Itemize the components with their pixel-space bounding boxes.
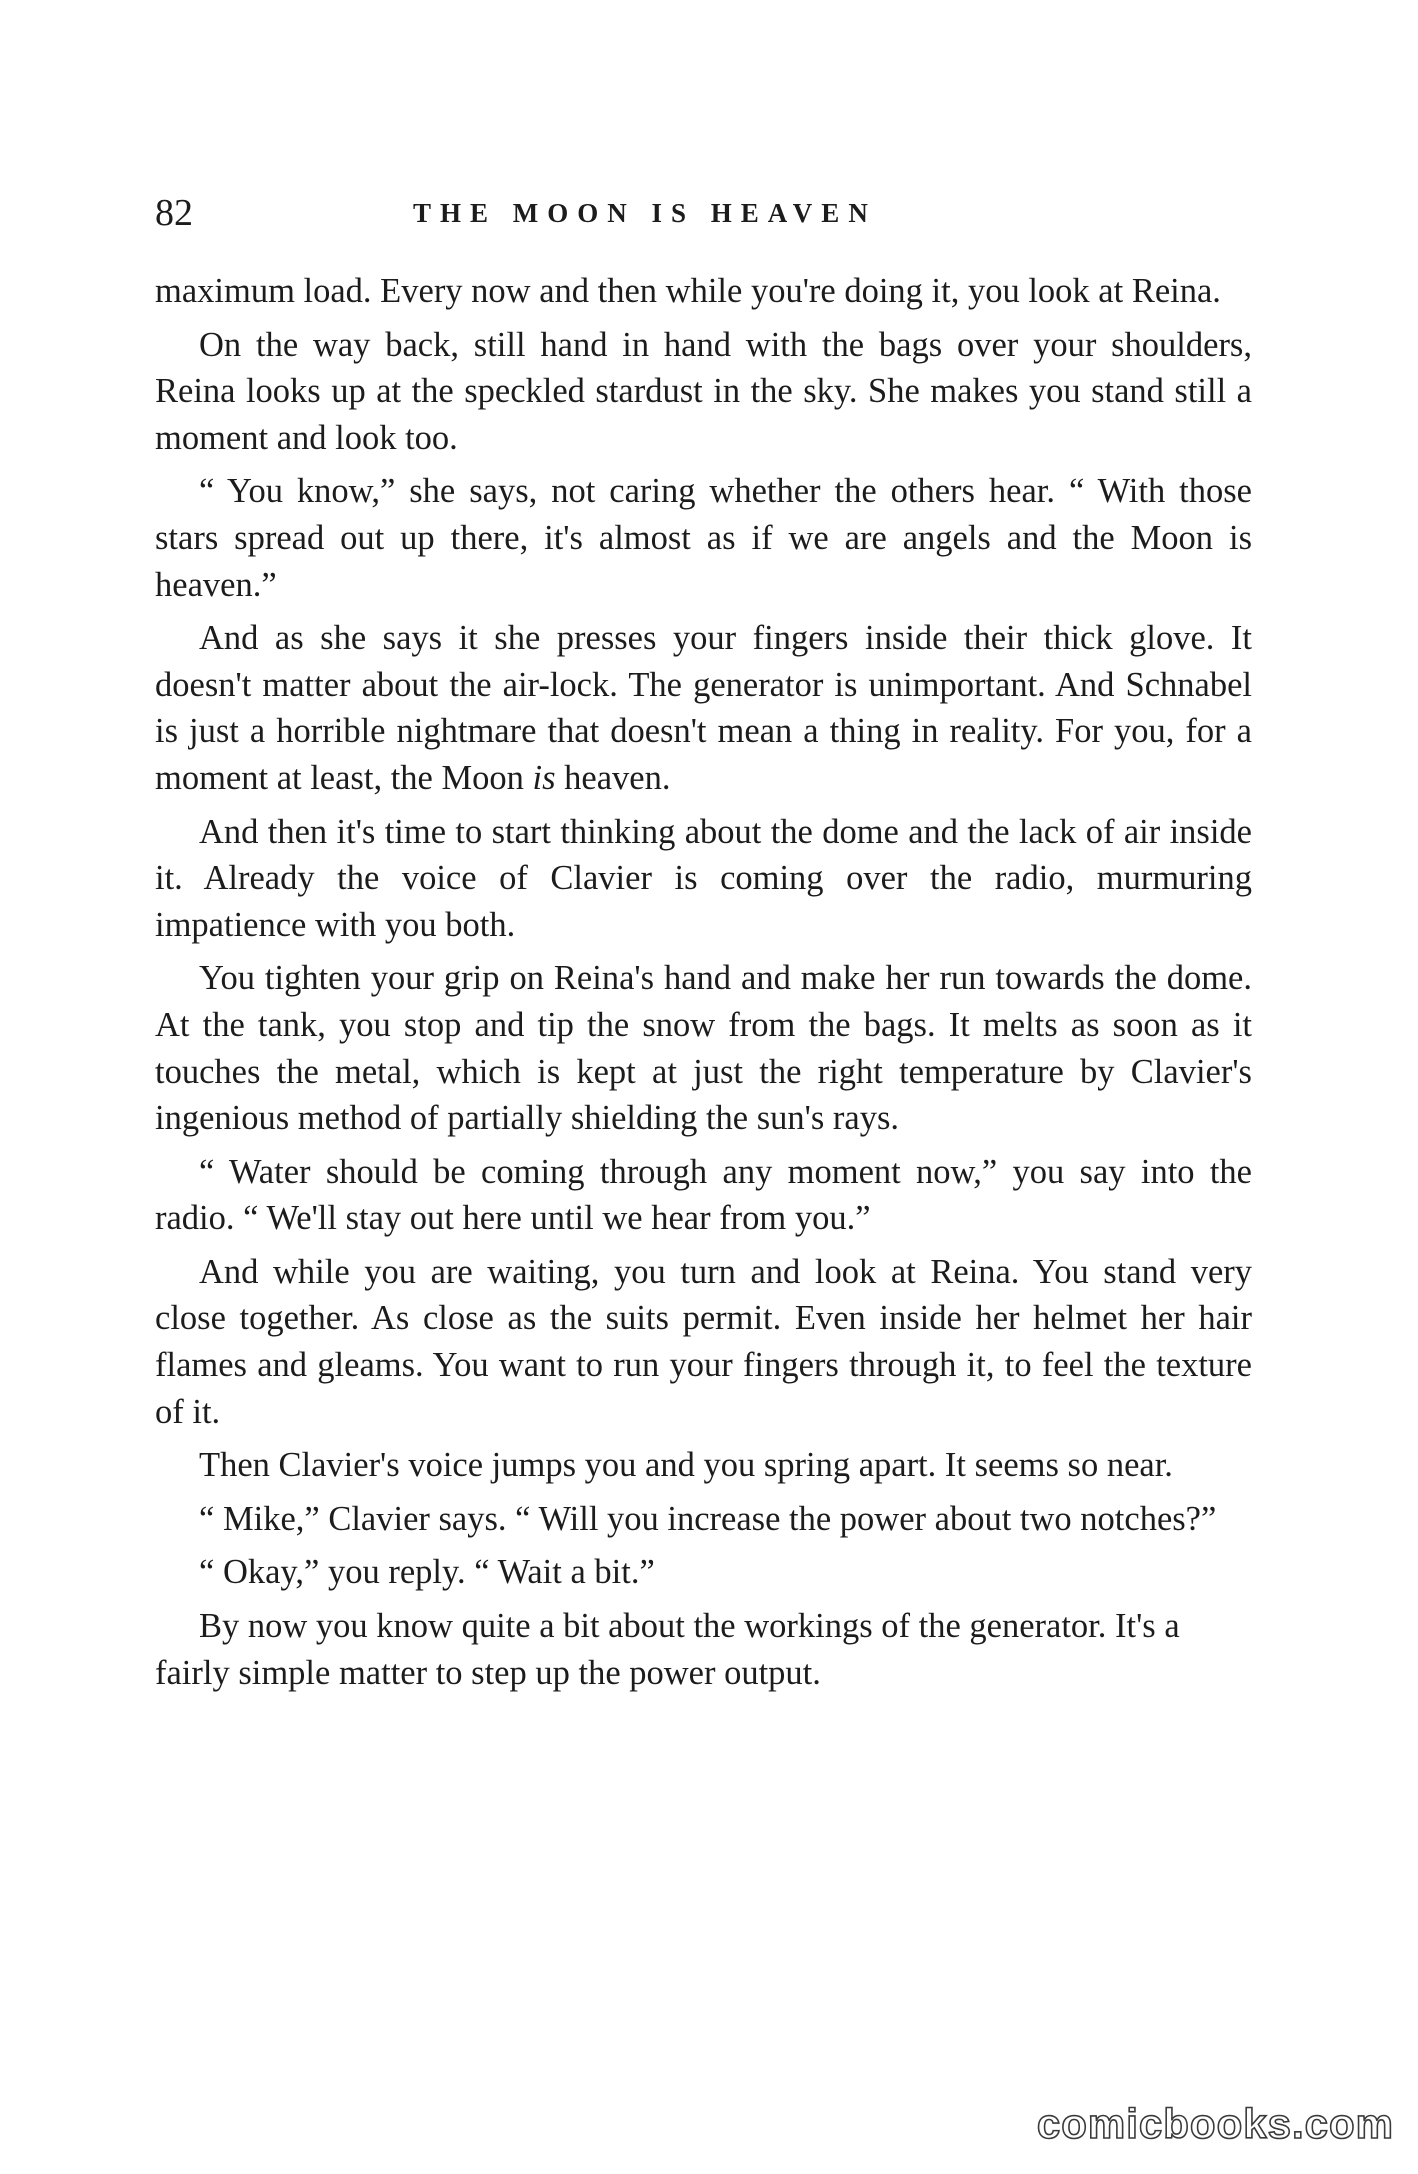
paragraph: You tighten your grip on Reina's hand and make her run towards the dome. At the tank, you stop and tip the snow from the bags. It melts as soon as it touches the metal, which is kept at just the right temperature by Clavier's ingenious method of partially shielding the sun's rays. xyxy=(155,959,1252,1138)
body-text xyxy=(155,268,1252,1703)
paragraph: Then Clavier's voice jumps you and you spring apart. It seems so near. xyxy=(199,1446,1173,1485)
paragraph: And while you are waiting, you turn and look at Reina. You stand very close together. As close as the suits permit. Even inside her helmet her hair flames and gleams. You want to run your fingers through it, to feel the texture of it. xyxy=(155,1252,1252,1431)
paragraph-text: heaven. xyxy=(555,758,671,797)
paragraph: And then it's time to start thinking about the dome and the lack of air inside it. Already the voice of Clavier is coming over the radio, murmuring impatience with you both. xyxy=(155,812,1252,944)
paragraph-text: And as she says it she presses your fingers inside their thick glove. It doesn't matter about the air-lock. The generator is unimportant. And Schnabel is just a horrible nightmare that doesn't mean a thing in reality. For you, for a moment at least, the Moon xyxy=(155,619,1252,797)
paragraph xyxy=(155,615,1252,801)
paragraph: “ You know,” she says, not caring whether the others hear. “ With those stars spread out up there, it's almost as if we are angels and the Moon is heaven.” xyxy=(155,472,1252,604)
paragraph: “ Mike,” Clavier says. “ Will you increase the power about two notches?” xyxy=(199,1499,1217,1538)
page-number: 82 xyxy=(155,192,193,234)
paragraph: “ Water should be coming through any moment now,” you say into the radio. “ We'll stay out here until we hear from you.” xyxy=(155,1152,1252,1238)
italic-emphasis: is xyxy=(532,758,556,797)
paragraph: “ Okay,” you reply. “ Wait a bit.” xyxy=(199,1553,655,1592)
paragraph: By now you know quite a bit about the workings of the generator. It's a fairly simple matter to step up the power output. xyxy=(155,1607,1180,1692)
page-header xyxy=(155,188,995,238)
paragraph: maximum load. Every now and then while you're doing it, you look at Reina. xyxy=(155,272,1221,310)
watermark-logo: comicbooks.com xyxy=(1036,2100,1394,2147)
paragraph: On the way back, still hand in hand with the bags over your shoulders, Reina looks up at the speckled stardust in the sky. She makes you stand still a moment and look too. xyxy=(155,325,1252,457)
running-head: THE MOON IS HEAVEN xyxy=(413,198,877,228)
